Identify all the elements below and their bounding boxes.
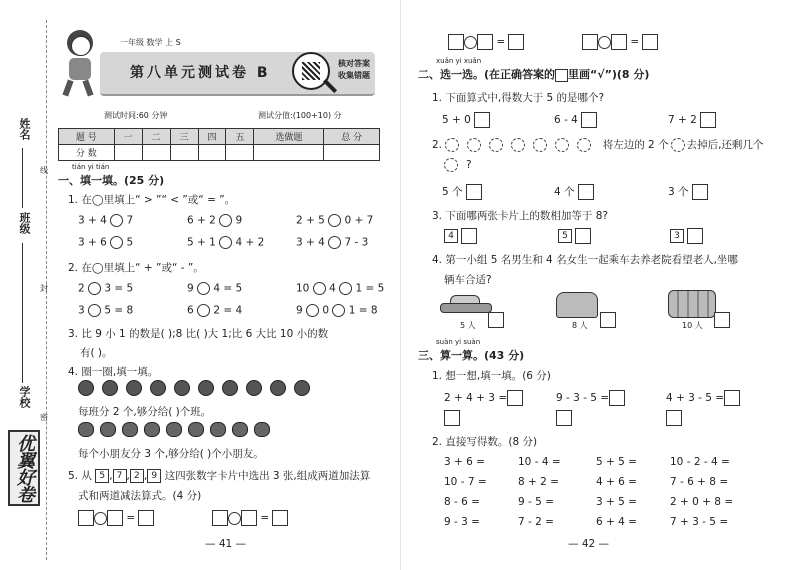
answer-circle[interactable]	[219, 236, 232, 249]
answer-circle[interactable]	[197, 304, 210, 317]
choice-box[interactable]	[575, 228, 591, 244]
number-card: 9	[147, 469, 161, 483]
q4-text1: 每班分 2 个,够分给( )个班。	[78, 406, 212, 418]
answer-circle[interactable]	[88, 282, 101, 295]
q5-line1: 5. 从 5 , 7 , 2 , 9 这四张数字卡片中选出 3 张,组成两道加法算	[68, 470, 371, 482]
score-cell[interactable]	[254, 145, 324, 161]
choice-box[interactable]	[474, 112, 490, 128]
class-label: 班级	[18, 212, 31, 234]
score-cell[interactable]	[142, 145, 170, 161]
choice-box[interactable]	[581, 112, 597, 128]
choice-box[interactable]	[692, 184, 708, 200]
qr-code[interactable]	[292, 52, 330, 90]
basketball-icon	[174, 380, 190, 396]
basketball-icon	[294, 380, 310, 396]
q4-prompt: 4. 圈一圈,填一填。	[68, 366, 159, 378]
score-header: 题 号	[59, 129, 115, 145]
page-number-42: — 42 —	[568, 538, 610, 550]
choice-box[interactable]	[714, 312, 730, 328]
answer-circle[interactable]	[306, 304, 319, 317]
q4-text2: 每个小朋友分 3 个,够分给( )个小朋友。	[78, 448, 264, 460]
test-score: 测试分值:(100+10) 分	[258, 111, 342, 120]
brand-logo: 优翼好卷	[8, 430, 40, 506]
apple-icon	[166, 422, 182, 437]
q5-answer-row-2: =	[212, 510, 288, 526]
score-table	[58, 128, 380, 161]
answer-box[interactable]	[556, 410, 572, 426]
section1-title: 一、填一填。(25 分)	[58, 174, 165, 187]
answer-circle[interactable]	[332, 304, 345, 317]
basketball-row	[78, 380, 318, 396]
flower-icon	[467, 138, 481, 152]
answer-box[interactable]	[724, 390, 740, 406]
section2-title: 二、选一选。(在正确答案的 里画“√”)(8 分)	[418, 68, 650, 81]
answer-circle[interactable]	[219, 214, 232, 227]
answer-circle[interactable]	[328, 236, 341, 249]
van-icon	[556, 292, 598, 318]
q5-answer-row-1: =	[78, 510, 154, 526]
score-header: 一	[114, 129, 142, 145]
answer-circle[interactable]	[313, 282, 326, 295]
basketball-icon	[270, 380, 286, 396]
score-header: 选做题	[254, 129, 324, 145]
page-number-41: — 41 —	[205, 538, 247, 550]
page-divider	[400, 0, 401, 570]
s2-q3-prompt: 3. 下面哪两张卡片上的数相加等于 8?	[432, 210, 608, 222]
s2-q1-prompt: 1. 下面算式中,得数大于 5 的是哪个?	[432, 92, 605, 104]
number-card: 4	[444, 229, 458, 243]
basketball-icon	[126, 380, 142, 396]
qr-caption-2: 收集错题	[338, 71, 370, 80]
answer-circle[interactable]	[339, 282, 352, 295]
apple-row	[78, 422, 276, 437]
apple-icon	[122, 422, 138, 437]
score-header: 二	[142, 129, 170, 145]
qr-caption-1: 核对答案	[338, 59, 370, 68]
flower-icon	[577, 138, 591, 152]
apple-icon	[78, 422, 94, 437]
choice-box[interactable]	[461, 228, 477, 244]
answer-circle[interactable]	[328, 214, 341, 227]
secret-mark: 密	[40, 413, 48, 422]
score-cell[interactable]	[114, 145, 142, 161]
test-time: 测试时间:60 分钟	[104, 111, 168, 120]
flower-icon	[511, 138, 525, 152]
bus-icon	[668, 290, 716, 318]
basketball-icon	[198, 380, 214, 396]
flower-icon	[533, 138, 547, 152]
s2-carry-row-2: =	[582, 34, 658, 50]
choice-box[interactable]	[488, 312, 504, 328]
basketball-icon	[78, 380, 94, 396]
answer-circle[interactable]	[110, 214, 123, 227]
s3-q2-prompt: 2. 直接写得数。(8 分)	[432, 436, 538, 448]
line-mark: 线	[40, 166, 48, 175]
answer-box[interactable]	[507, 390, 523, 406]
q3-line2: 有( )。	[80, 347, 113, 359]
number-card: 5	[558, 229, 572, 243]
flower-icon	[671, 138, 685, 152]
cartoon-girl	[55, 30, 105, 100]
choice-box[interactable]	[687, 228, 703, 244]
number-card: 3	[670, 229, 684, 243]
choice-box[interactable]	[578, 184, 594, 200]
flower-icon	[444, 158, 458, 172]
flower-icon	[445, 138, 459, 152]
answer-circle[interactable]	[197, 282, 210, 295]
basketball-icon	[246, 380, 262, 396]
binding-strip	[0, 0, 50, 570]
grade-label: 一年级 数学 上 S	[120, 38, 181, 47]
apple-icon	[254, 422, 270, 437]
score-header: 三	[170, 129, 198, 145]
q5-line2: 式和两道减法算式。(4 分)	[78, 490, 202, 502]
score-cell[interactable]	[198, 145, 226, 161]
score-header: 总 分	[324, 129, 380, 145]
basketball-icon	[102, 380, 118, 396]
apple-icon	[232, 422, 248, 437]
choice-box[interactable]	[700, 112, 716, 128]
score-header: 四	[198, 129, 226, 145]
s2-q4-line2: 辆车合适?	[444, 274, 492, 286]
s3-q1-prompt: 1. 想一想,填一填。(6 分)	[432, 370, 551, 382]
number-card: 2	[130, 469, 144, 483]
section3-title: 三、算一算。(43 分)	[418, 349, 525, 362]
section3-pinyin: suàn yi suàn	[436, 338, 481, 346]
basketball-icon	[222, 380, 238, 396]
answer-circle[interactable]	[110, 236, 123, 249]
choice-box[interactable]	[600, 312, 616, 328]
number-card: 7	[113, 469, 127, 483]
seal-mark: 封	[40, 284, 48, 293]
apple-icon	[210, 422, 226, 437]
q2-prompt: 2. 在◯里填上“ + ”或“ - ”。	[68, 262, 204, 274]
car-icon	[440, 295, 490, 313]
apple-icon	[100, 422, 116, 437]
answer-circle[interactable]	[88, 304, 101, 317]
s2-carry-row: =	[448, 34, 524, 50]
name-label: 姓名	[18, 118, 31, 140]
basketball-icon	[150, 380, 166, 396]
q3-line1: 3. 比 9 小 1 的数是( );8 比( )大 1;比 6 大比 10 小的数	[68, 328, 329, 340]
test-title: 第八单元测试卷 B	[130, 65, 271, 81]
score-cell[interactable]	[324, 145, 380, 161]
answer-box[interactable]	[666, 410, 682, 426]
flower-icon	[489, 138, 503, 152]
score-row-label: 分 数	[59, 145, 115, 161]
choice-box[interactable]	[466, 184, 482, 200]
score-cell[interactable]	[170, 145, 198, 161]
answer-box[interactable]	[444, 410, 460, 426]
number-card: 5	[95, 469, 109, 483]
score-cell[interactable]	[226, 145, 254, 161]
s2-q2-prompt: 2. 将左边的 2 个 去掉后,还剩几个	[432, 139, 764, 151]
school-label: 学校	[18, 386, 31, 408]
answer-box[interactable]	[609, 390, 625, 406]
apple-icon	[188, 422, 204, 437]
flower-icon	[555, 138, 569, 152]
section1-pinyin: tián yi tián	[72, 163, 110, 171]
score-header: 五	[226, 129, 254, 145]
section2-pinyin: xuǎn yi xuǎn	[436, 57, 482, 65]
s2-q4-line1: 4. 第一小组 5 名男生和 4 名女生一起乘车去养老院看望老人,坐哪	[432, 254, 738, 266]
apple-icon	[144, 422, 160, 437]
q1-prompt: 1. 在◯里填上“ > ”“ < ”或“ = ”。	[68, 194, 236, 206]
